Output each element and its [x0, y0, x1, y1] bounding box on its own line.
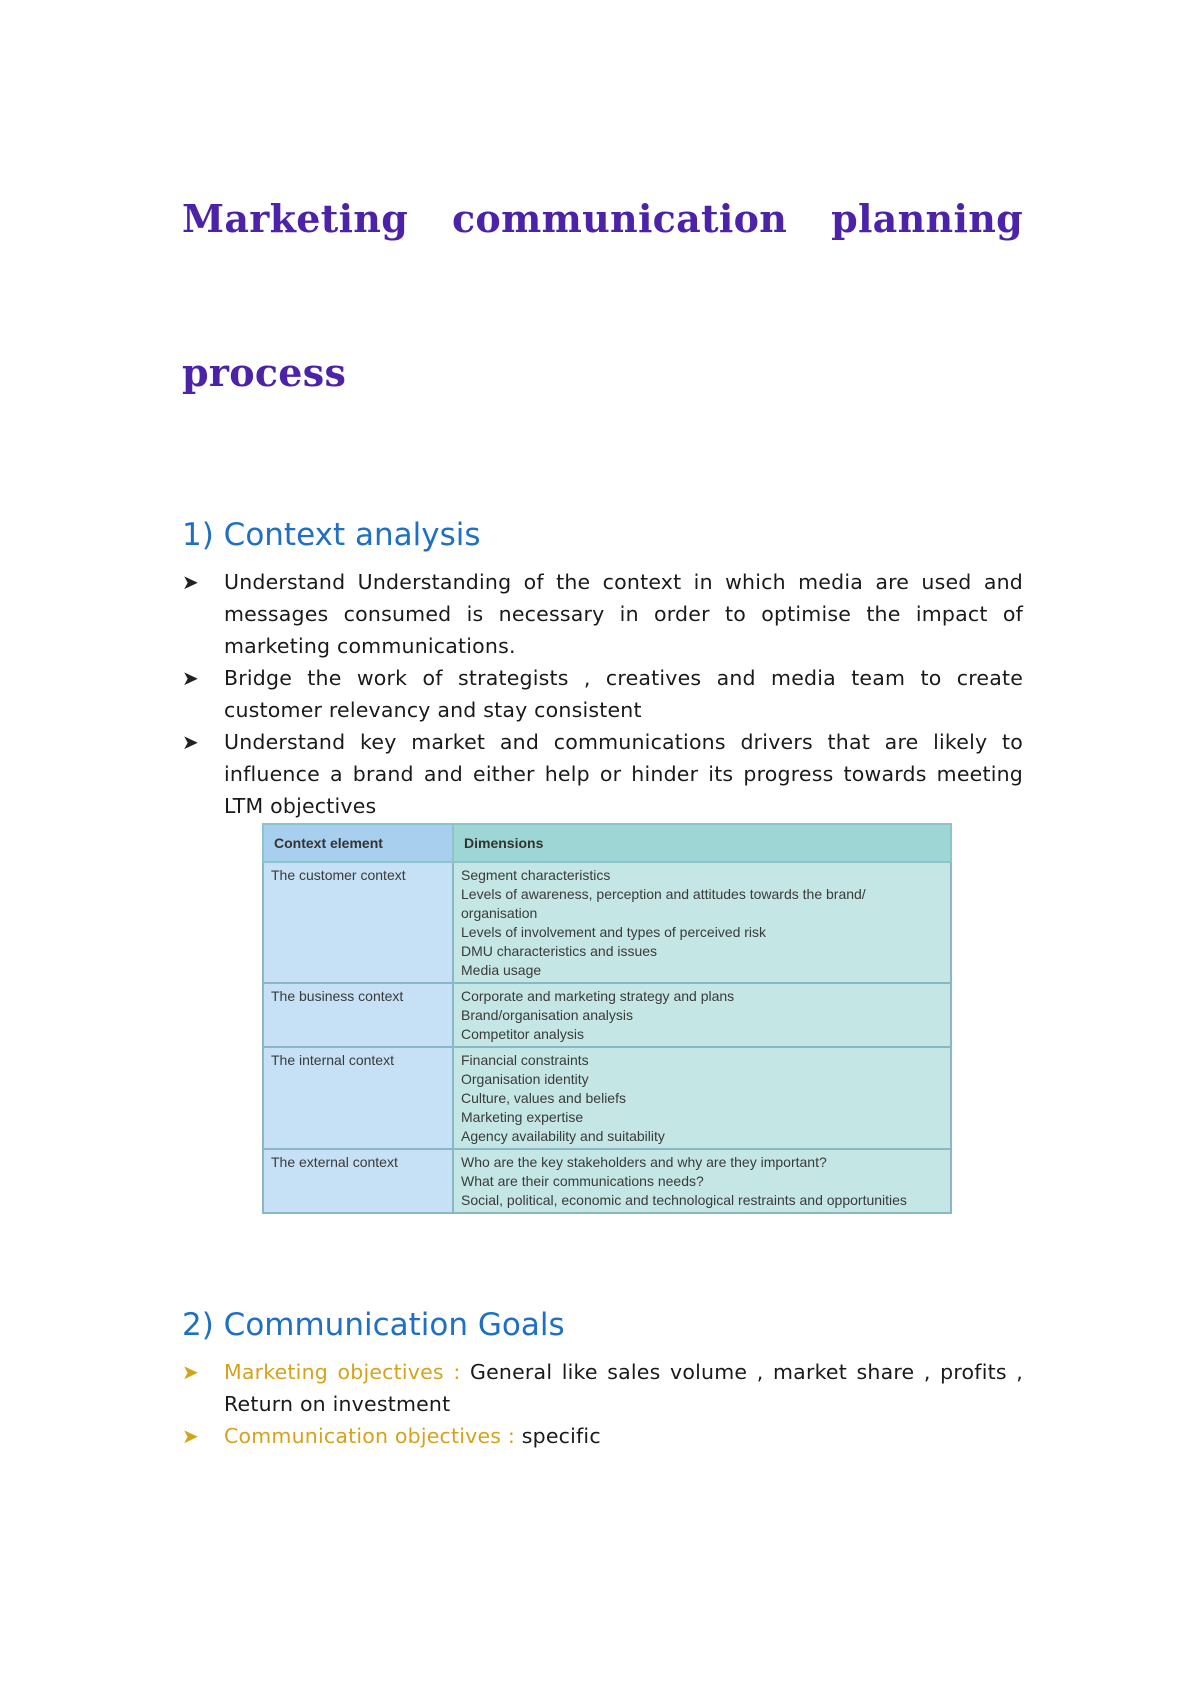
- title-word: communication: [451, 196, 788, 241]
- document-title-continued: process: [182, 350, 347, 395]
- dimension-item: Who are the key stakeholders and why are they important?: [461, 1154, 827, 1170]
- list-item: [182, 1420, 1023, 1452]
- goal-text: General like sales volume , market share , profits , Return on investment: [224, 1360, 1023, 1416]
- context-elements-table: [262, 823, 952, 1214]
- arrow-bullet-icon: ➤: [182, 1424, 199, 1448]
- bullet-text: Bridge the work of strategists , creatives and media team to create customer relevancy and stay consistent: [224, 666, 1023, 722]
- table-cell-context-element: The internal context: [263, 1047, 453, 1149]
- dimension-item: Culture, values and beliefs: [461, 1090, 626, 1106]
- dimension-item: Financial constraints: [461, 1052, 589, 1068]
- dimension-item: Competitor analysis: [461, 1026, 584, 1042]
- arrow-bullet-icon: ➤: [182, 666, 199, 690]
- dimension-item: Social, political, economic and technological restraints and opportunities: [461, 1192, 907, 1208]
- title-word: Marketing: [182, 196, 409, 241]
- dimension-item: Levels of awareness, perception and attitudes towards the brand/: [461, 886, 866, 902]
- table-header-dimensions: Dimensions: [453, 824, 951, 862]
- arrow-bullet-icon: ➤: [182, 1360, 199, 1384]
- table-header-row: [263, 824, 951, 862]
- goal-text: specific: [521, 1424, 601, 1448]
- dimension-item: Levels of involvement and types of perceived risk: [461, 924, 767, 940]
- list-item: [182, 1356, 1023, 1420]
- arrow-bullet-icon: ➤: [182, 730, 199, 754]
- bullet-text: Understand key market and communications drivers that are likely to influence a brand and either help or hinder its progress towards meeting LTM objectives: [224, 730, 1023, 818]
- dimension-item: Organisation identity: [461, 1071, 589, 1087]
- table-row: [263, 862, 951, 983]
- section-heading-context-analysis: 1) Context analysis: [182, 517, 481, 553]
- dimension-item: Agency availability and suitability: [461, 1128, 665, 1144]
- table-cell-context-element: The customer context: [263, 862, 453, 983]
- table-cell-dimensions: [453, 862, 951, 983]
- dimension-item: DMU characteristics and issues: [461, 943, 658, 959]
- dimension-item: Corporate and marketing strategy and plans: [461, 988, 735, 1004]
- dimension-item: Media usage: [461, 962, 542, 978]
- table-cell-dimensions: [453, 1047, 951, 1149]
- document-title: [182, 196, 1023, 241]
- bullet-text: Understand Understanding of the context in which media are used and messages consumed is necessary in order to optimise the impact of marketing communications.: [224, 570, 1023, 658]
- table-row: [263, 983, 951, 1047]
- dimension-item: Segment characteristics: [461, 867, 611, 883]
- dimension-item: What are their communications needs?: [461, 1173, 704, 1189]
- dimension-item: organisation: [461, 905, 538, 921]
- title-word: planning: [831, 196, 1023, 241]
- table-cell-dimensions: [453, 1149, 951, 1213]
- list-item: [182, 726, 1023, 822]
- dimension-item: Brand/organisation analysis: [461, 1007, 633, 1023]
- table-row: [263, 1047, 951, 1149]
- list-item: [182, 566, 1023, 662]
- list-item: [182, 662, 1023, 726]
- table-cell-dimensions: [453, 983, 951, 1047]
- table-cell-context-element: The external context: [263, 1149, 453, 1213]
- section-heading-communication-goals: 2) Communication Goals: [182, 1307, 565, 1343]
- table-row: [263, 1149, 951, 1213]
- dimension-item: Marketing expertise: [461, 1109, 584, 1125]
- arrow-bullet-icon: ➤: [182, 570, 199, 594]
- table-cell-context-element: The business context: [263, 983, 453, 1047]
- goal-label: Marketing objectives :: [224, 1360, 471, 1384]
- context-analysis-bullets: [182, 566, 1023, 822]
- goal-label: Communication objectives :: [224, 1424, 522, 1448]
- table-header-context-element: Context element: [263, 824, 453, 862]
- communication-goals-bullets: [182, 1356, 1023, 1452]
